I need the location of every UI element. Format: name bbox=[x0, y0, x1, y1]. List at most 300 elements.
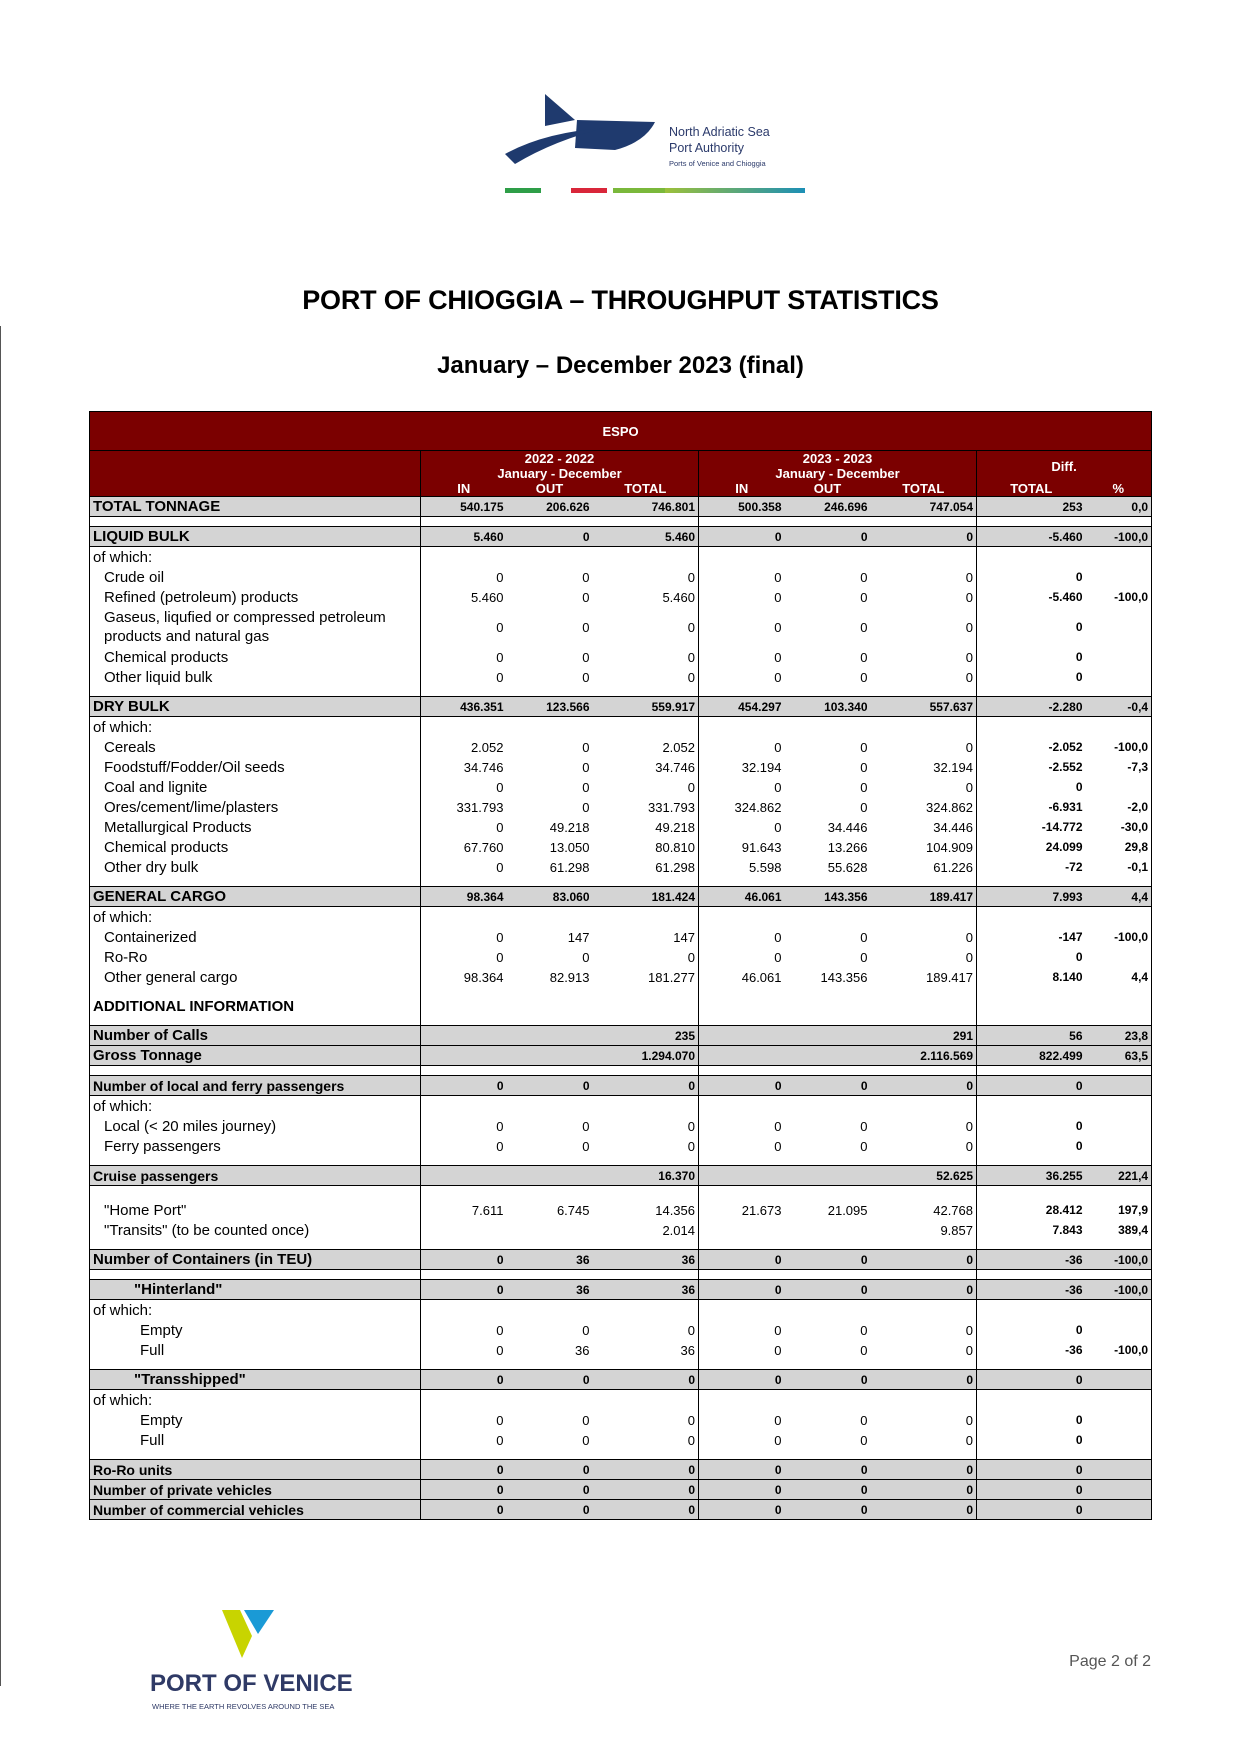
cell-in-2023: 0 bbox=[774, 649, 782, 665]
cell-diff-total: -147 bbox=[1058, 930, 1083, 944]
cell-in-2022: 0 bbox=[496, 1342, 504, 1358]
table-row-containers bbox=[90, 1250, 1152, 1270]
cell-total-2023: 0 bbox=[871, 1250, 977, 1270]
cell-in-2023: 46.061 bbox=[699, 887, 785, 907]
table-row-gc-of-which bbox=[90, 907, 1152, 928]
cell-out-2022 bbox=[507, 907, 593, 928]
cell-in-2022: 0 bbox=[496, 779, 504, 795]
cell-out-2023: 103.340 bbox=[785, 697, 871, 717]
cell-total-2023: 0 bbox=[871, 1116, 977, 1136]
cell-diff-pct bbox=[1086, 1300, 1152, 1321]
cell-out-2023 bbox=[785, 987, 871, 1026]
spacer-cell bbox=[785, 1360, 871, 1370]
spacer-cell bbox=[593, 1066, 699, 1076]
cell-in-2023 bbox=[699, 987, 785, 1026]
spacer-cell bbox=[1086, 1066, 1152, 1076]
spacer-cell bbox=[871, 517, 977, 527]
cell-in-2023: 0 bbox=[774, 1118, 782, 1134]
cell-total-2022 bbox=[593, 717, 699, 738]
cell-diff-total bbox=[977, 907, 1086, 928]
cell-total-2023: 0 bbox=[871, 1500, 977, 1520]
cell-in-2023: 0 bbox=[699, 1370, 785, 1390]
table-row-hl-of-which bbox=[90, 1300, 1152, 1321]
cell-total-2022: 0 bbox=[593, 567, 699, 587]
cell-in-2023 bbox=[699, 717, 785, 738]
table-row-dry-bulk bbox=[90, 697, 1152, 717]
table-row-transits bbox=[90, 1220, 1152, 1240]
spacer-cell bbox=[421, 877, 507, 887]
cell-total-2023: 0 bbox=[871, 587, 977, 607]
cell-out-2022 bbox=[507, 1300, 593, 1321]
cell-diff-pct: 197,9 bbox=[1086, 1200, 1152, 1220]
cell-in-2022: 0 bbox=[496, 649, 504, 665]
cell-in-2022 bbox=[421, 1390, 507, 1411]
cell-in-2023 bbox=[699, 547, 785, 568]
spacer-cell bbox=[785, 687, 871, 697]
cell-in-2022 bbox=[421, 547, 507, 568]
cell-diff-pct bbox=[1086, 667, 1152, 687]
row-label: Ro-Ro bbox=[90, 947, 421, 967]
cell-in-2023: 0 bbox=[774, 1412, 782, 1428]
cell-total-2022 bbox=[593, 1300, 699, 1321]
spacer-cell bbox=[699, 1186, 785, 1201]
cell-in-2023: 0 bbox=[774, 1322, 782, 1338]
cell-in-2022: 0 bbox=[421, 1250, 507, 1270]
cell-in-2023: 46.061 bbox=[741, 969, 782, 985]
spacer-cell bbox=[871, 1240, 977, 1250]
cell-in-2022: 540.175 bbox=[421, 497, 507, 517]
cell-in-2022 bbox=[421, 717, 507, 738]
cell-out-2023: 0 bbox=[860, 649, 868, 665]
cell-diff-total: 0 bbox=[977, 1076, 1086, 1096]
cell-out-2022: 0 bbox=[582, 739, 590, 755]
cell-diff-total: 0 bbox=[1075, 1139, 1083, 1153]
cell-out-2022 bbox=[507, 1096, 593, 1117]
spacer-cell bbox=[593, 1270, 699, 1280]
cell-in-2022: 98.364 bbox=[463, 969, 504, 985]
row-label: Metallurgical Products bbox=[90, 817, 421, 837]
cell-in-2022: 0 bbox=[421, 1370, 507, 1390]
footer-tagline: WHERE THE EARTH REVOLVES AROUND THE SEA bbox=[152, 1702, 335, 1711]
cell-in-2023 bbox=[699, 1096, 785, 1117]
table-row-ferry bbox=[90, 1136, 1152, 1156]
cell-diff-pct: 4,4 bbox=[1086, 967, 1152, 987]
cell-in-2023: 324.862 bbox=[734, 799, 782, 815]
cell-out-2022: 0 bbox=[582, 1138, 590, 1154]
cell-diff-pct bbox=[1086, 717, 1152, 738]
cell-in-2022 bbox=[421, 987, 507, 1026]
port-authority-logo bbox=[505, 92, 805, 202]
cell-out-2023: 0 bbox=[860, 1412, 868, 1428]
cell-diff-total: 7.843 bbox=[1052, 1223, 1083, 1237]
cell-diff-total: 0 bbox=[1075, 950, 1083, 964]
row-label: Empty bbox=[90, 1320, 421, 1340]
cell-diff-pct bbox=[1086, 1430, 1152, 1450]
cell-out-2022: 0 bbox=[582, 1412, 590, 1428]
cell-diff-total: 24.099 bbox=[1045, 840, 1083, 854]
cell-total-2023 bbox=[871, 907, 977, 928]
spacer-cell bbox=[593, 1240, 699, 1250]
table-row-metallurgical bbox=[90, 817, 1152, 837]
spacer-cell bbox=[507, 687, 593, 697]
spacer-cell bbox=[871, 1066, 977, 1076]
cell-in-2023 bbox=[699, 1026, 785, 1046]
spacer-cell bbox=[871, 1360, 977, 1370]
spacer-cell bbox=[90, 1186, 421, 1201]
cell-diff-pct: -100,0 bbox=[1086, 737, 1152, 757]
cell-diff-total: -72 bbox=[1065, 860, 1083, 874]
cell-diff-total: 28.412 bbox=[1045, 1203, 1083, 1217]
cell-out-2023 bbox=[785, 1046, 871, 1066]
cell-diff-pct: 389,4 bbox=[1086, 1220, 1152, 1240]
table-row-refined bbox=[90, 587, 1152, 607]
cell-diff-pct bbox=[1086, 647, 1152, 667]
table-row-lb-of-which bbox=[90, 547, 1152, 568]
cell-total-2023 bbox=[871, 1300, 977, 1321]
cell-in-2022: 0 bbox=[421, 1480, 507, 1500]
cell-total-2022: 331.793 bbox=[593, 797, 699, 817]
cell-in-2023: 21.673 bbox=[741, 1202, 782, 1218]
cell-out-2022: 0 bbox=[582, 1322, 590, 1338]
spacer-cell bbox=[1086, 1450, 1152, 1460]
cell-out-2023: 0 bbox=[860, 1432, 868, 1448]
cell-in-2023: 0 bbox=[774, 1432, 782, 1448]
spacer-cell bbox=[977, 1240, 1086, 1250]
cell-in-2022: 67.760 bbox=[463, 839, 504, 855]
table-row-cereals bbox=[90, 737, 1152, 757]
table-row-gaseous bbox=[90, 607, 1152, 647]
cell-out-2023: 0 bbox=[860, 619, 868, 635]
row-label: Gaseus, liqufied or compressed petroleum products and natural gas bbox=[90, 607, 421, 647]
cell-diff-total: 0 bbox=[977, 1480, 1086, 1500]
spacer-cell bbox=[699, 1360, 785, 1370]
table-row-hl-full bbox=[90, 1340, 1152, 1360]
cell-out-2022: 0 bbox=[582, 779, 590, 795]
cell-total-2023: 34.446 bbox=[871, 817, 977, 837]
cell-total-2022 bbox=[593, 987, 699, 1026]
row-label: Number of Calls bbox=[90, 1026, 421, 1046]
table-row-hinterland bbox=[90, 1280, 1152, 1300]
spacer-cell bbox=[977, 1270, 1086, 1280]
cell-out-2022: 0 bbox=[507, 1480, 593, 1500]
cell-out-2023: 13.266 bbox=[827, 839, 868, 855]
row-label: ADDITIONAL INFORMATION bbox=[90, 987, 421, 1026]
cell-diff-total: 0 bbox=[977, 1370, 1086, 1390]
cell-total-2023: 0 bbox=[871, 737, 977, 757]
row-label: Ro-Ro units bbox=[90, 1460, 421, 1480]
spacer-cell bbox=[421, 1360, 507, 1370]
spacer-cell bbox=[1086, 1186, 1152, 1201]
cell-diff-total: 0 bbox=[1075, 570, 1083, 584]
cell-out-2022: 206.626 bbox=[507, 497, 593, 517]
cell-out-2023: 0 bbox=[860, 1322, 868, 1338]
col-out-b: OUT bbox=[785, 481, 871, 497]
spacer-cell bbox=[871, 1450, 977, 1460]
spacer-cell bbox=[699, 1066, 785, 1076]
cell-out-2022: 0 bbox=[507, 527, 593, 547]
cell-total-2023 bbox=[871, 987, 977, 1026]
table-row-coal bbox=[90, 777, 1152, 797]
row-label: TOTAL TONNAGE bbox=[90, 497, 421, 517]
cell-diff-total: -2.552 bbox=[1048, 760, 1083, 774]
cell-total-2023 bbox=[871, 547, 977, 568]
cell-out-2023: 0 bbox=[785, 1280, 871, 1300]
cell-total-2022: 0 bbox=[593, 1320, 699, 1340]
table-row-other-dry bbox=[90, 857, 1152, 877]
cell-out-2023 bbox=[785, 1096, 871, 1117]
cell-diff-total bbox=[977, 1390, 1086, 1411]
cell-in-2022: 2.052 bbox=[470, 739, 504, 755]
spacer-cell bbox=[1086, 1270, 1152, 1280]
cell-diff-pct bbox=[1086, 1480, 1152, 1500]
table-row-general-cargo bbox=[90, 887, 1152, 907]
cell-in-2023: 0 bbox=[774, 779, 782, 795]
cell-diff-pct: 63,5 bbox=[1086, 1046, 1152, 1066]
cell-diff-total: 36.255 bbox=[977, 1166, 1086, 1186]
row-label: Other general cargo bbox=[90, 967, 421, 987]
row-label: of which: bbox=[90, 547, 421, 568]
cell-diff-pct: -0,4 bbox=[1086, 697, 1152, 717]
cell-total-2022 bbox=[593, 547, 699, 568]
cell-in-2023: 0 bbox=[774, 669, 782, 685]
cell-diff-total: 0 bbox=[1075, 780, 1083, 794]
cell-out-2023 bbox=[785, 547, 871, 568]
cell-in-2022: 5.460 bbox=[421, 527, 507, 547]
row-label: of which: bbox=[90, 907, 421, 928]
cell-total-2023 bbox=[871, 1096, 977, 1117]
cell-in-2022: 0 bbox=[496, 1412, 504, 1428]
cell-in-2023 bbox=[699, 1300, 785, 1321]
cell-out-2022: 36 bbox=[507, 1280, 593, 1300]
cell-diff-pct: 4,4 bbox=[1086, 887, 1152, 907]
cell-diff-pct bbox=[1086, 1320, 1152, 1340]
cell-diff-total: 0 bbox=[977, 1500, 1086, 1520]
cell-total-2022: 5.460 bbox=[593, 527, 699, 547]
row-label: Cruise passengers bbox=[90, 1166, 421, 1186]
cell-out-2023: 0 bbox=[860, 759, 868, 775]
cell-total-2022: 0 bbox=[593, 647, 699, 667]
row-label: Number of commercial vehicles bbox=[90, 1500, 421, 1520]
cell-out-2023 bbox=[785, 717, 871, 738]
spacer-cell bbox=[871, 1270, 977, 1280]
spacer-cell bbox=[1086, 517, 1152, 527]
cell-out-2022: 6.745 bbox=[556, 1202, 590, 1218]
cell-out-2023: 0 bbox=[785, 1370, 871, 1390]
table-row-calls bbox=[90, 1026, 1152, 1046]
cell-in-2023: 32.194 bbox=[741, 759, 782, 775]
cell-out-2022: 13.050 bbox=[549, 839, 590, 855]
spacer-cell bbox=[90, 687, 421, 697]
cell-total-2022: 2.014 bbox=[593, 1220, 699, 1240]
cell-in-2022: 0 bbox=[496, 1118, 504, 1134]
cell-in-2022: 331.793 bbox=[456, 799, 504, 815]
cell-total-2022: 0 bbox=[593, 1370, 699, 1390]
cell-out-2022: 61.298 bbox=[549, 859, 590, 875]
spacer-cell bbox=[421, 1240, 507, 1250]
period-a-years: 2022 - 2022 bbox=[421, 451, 699, 467]
cell-in-2022: 7.611 bbox=[471, 1202, 504, 1218]
diff-header: Diff. bbox=[977, 451, 1152, 482]
row-label: Local (< 20 miles journey) bbox=[90, 1116, 421, 1136]
cell-out-2023 bbox=[785, 1026, 871, 1046]
cell-diff-total: 0 bbox=[1075, 1433, 1083, 1447]
cell-in-2023: 0 bbox=[774, 569, 782, 585]
cell-in-2022: 0 bbox=[421, 1500, 507, 1520]
spacer-cell bbox=[1086, 1156, 1152, 1166]
cell-diff-pct bbox=[1086, 1460, 1152, 1480]
spacer-cell bbox=[977, 1156, 1086, 1166]
cell-diff-pct: -100,0 bbox=[1086, 1280, 1152, 1300]
cell-total-2023: 0 bbox=[871, 607, 977, 647]
cell-total-2022: 0 bbox=[593, 1076, 699, 1096]
cell-total-2022: 0 bbox=[593, 1430, 699, 1450]
cell-total-2022: 0 bbox=[593, 1410, 699, 1430]
spacer-cell bbox=[1086, 1360, 1152, 1370]
page-title: PORT OF CHIOGGIA – THROUGHPUT STATISTICS bbox=[302, 285, 939, 315]
cell-in-2023: 0 bbox=[774, 739, 782, 755]
cell-total-2022: 147 bbox=[593, 927, 699, 947]
cell-in-2022: 436.351 bbox=[421, 697, 507, 717]
cell-total-2022: 0 bbox=[593, 1500, 699, 1520]
col-diff-total: TOTAL bbox=[977, 481, 1086, 497]
cell-diff-pct: -7,3 bbox=[1086, 757, 1152, 777]
table-row-roro-units bbox=[90, 1460, 1152, 1480]
cell-total-2023: 557.637 bbox=[871, 697, 977, 717]
table-row-cruise bbox=[90, 1166, 1152, 1186]
table-row-commercial-vehicles bbox=[90, 1500, 1152, 1520]
cell-total-2022: 181.277 bbox=[593, 967, 699, 987]
col-in-b: IN bbox=[699, 481, 785, 497]
row-label: Ores/cement/lime/plasters bbox=[90, 797, 421, 817]
row-label: Gross Tonnage bbox=[90, 1046, 421, 1066]
table-row-hl-empty bbox=[90, 1320, 1152, 1340]
cell-diff-pct: -100,0 bbox=[1086, 1340, 1152, 1360]
table-row-additional bbox=[90, 987, 1152, 1026]
cell-out-2022: 36 bbox=[575, 1342, 590, 1358]
cell-out-2022: 0 bbox=[582, 1432, 590, 1448]
cell-out-2022: 82.913 bbox=[549, 969, 590, 985]
cell-out-2023 bbox=[785, 1300, 871, 1321]
cell-total-2023: 189.417 bbox=[871, 887, 977, 907]
cell-in-2023 bbox=[699, 1166, 785, 1186]
cell-out-2023: 0 bbox=[860, 739, 868, 755]
spacer-cell bbox=[977, 1360, 1086, 1370]
cell-in-2022: 0 bbox=[496, 1432, 504, 1448]
row-label: Containerized bbox=[90, 927, 421, 947]
cell-in-2023: 0 bbox=[774, 929, 782, 945]
port-of-venice-logo bbox=[150, 1610, 370, 1720]
cell-total-2022: 0 bbox=[593, 1460, 699, 1480]
cell-in-2022: 0 bbox=[421, 1460, 507, 1480]
cell-diff-pct: 29,8 bbox=[1086, 837, 1152, 857]
cell-in-2023: 0 bbox=[774, 1138, 782, 1154]
spacer-cell bbox=[593, 877, 699, 887]
cell-in-2022 bbox=[421, 1300, 507, 1321]
cell-out-2023 bbox=[785, 1390, 871, 1411]
cell-out-2022: 123.566 bbox=[507, 697, 593, 717]
cell-out-2023: 0 bbox=[785, 1250, 871, 1270]
cell-diff-total: 0 bbox=[1075, 650, 1083, 664]
cell-total-2022 bbox=[593, 907, 699, 928]
col-diff-pct: % bbox=[1086, 481, 1152, 497]
cell-in-2023: 0 bbox=[699, 1076, 785, 1096]
cell-out-2022 bbox=[507, 1220, 593, 1240]
cell-total-2023: 9.857 bbox=[871, 1220, 977, 1240]
cell-out-2023 bbox=[785, 907, 871, 928]
cell-out-2023: 0 bbox=[860, 949, 868, 965]
cell-total-2023: 0 bbox=[871, 927, 977, 947]
spacer-cell bbox=[785, 1270, 871, 1280]
cell-in-2023 bbox=[699, 1046, 785, 1066]
cell-out-2022 bbox=[507, 1390, 593, 1411]
cell-total-2023: 0 bbox=[871, 947, 977, 967]
cell-in-2022: 0 bbox=[496, 569, 504, 585]
cell-in-2023: 0 bbox=[699, 1480, 785, 1500]
table-row-private-vehicles bbox=[90, 1480, 1152, 1500]
table-row-chem-liquid bbox=[90, 647, 1152, 667]
spacer-cell bbox=[90, 1270, 421, 1280]
cell-out-2022: 0 bbox=[582, 799, 590, 815]
cell-in-2022: 0 bbox=[496, 669, 504, 685]
cell-diff-total: 56 bbox=[977, 1026, 1086, 1046]
cell-out-2023: 0 bbox=[860, 589, 868, 605]
cell-diff-total: -36 bbox=[1065, 1343, 1083, 1357]
table-row-db-of-which bbox=[90, 717, 1152, 738]
row-label: Cereals bbox=[90, 737, 421, 757]
cell-diff-pct bbox=[1086, 777, 1152, 797]
cell-diff-pct: -100,0 bbox=[1086, 1250, 1152, 1270]
cell-in-2023: 500.358 bbox=[699, 497, 785, 517]
cell-in-2023: 0 bbox=[774, 589, 782, 605]
cell-diff-pct bbox=[1086, 607, 1152, 647]
cell-diff-pct bbox=[1086, 1410, 1152, 1430]
cell-diff-pct bbox=[1086, 1096, 1152, 1117]
cell-in-2023: 91.643 bbox=[741, 839, 782, 855]
cell-in-2023: 0 bbox=[699, 1460, 785, 1480]
cell-in-2023 bbox=[699, 1220, 785, 1240]
footer-brand: PORT OF VENICE bbox=[150, 1670, 353, 1697]
spacer-cell bbox=[785, 1156, 871, 1166]
cell-in-2022 bbox=[421, 1220, 507, 1240]
row-label: Empty bbox=[90, 1410, 421, 1430]
cell-in-2022: 0 bbox=[496, 949, 504, 965]
spacer-cell bbox=[507, 1360, 593, 1370]
spacer-cell bbox=[871, 687, 977, 697]
cell-in-2022 bbox=[421, 1166, 507, 1186]
ship-sail-icon bbox=[505, 92, 665, 202]
spacer-cell bbox=[507, 1270, 593, 1280]
cell-out-2022: 83.060 bbox=[507, 887, 593, 907]
col-in-a: IN bbox=[421, 481, 507, 497]
row-label: Chemical products bbox=[90, 647, 421, 667]
row-label: Foodstuff/Fodder/Oil seeds bbox=[90, 757, 421, 777]
cell-out-2022: 0 bbox=[507, 1460, 593, 1480]
cell-total-2023: 0 bbox=[871, 1136, 977, 1156]
row-label: LIQUID BULK bbox=[90, 527, 421, 547]
spacer-cell bbox=[1086, 687, 1152, 697]
table-row-foodstuff bbox=[90, 757, 1152, 777]
cell-diff-pct bbox=[1086, 1076, 1152, 1096]
cell-total-2022: 16.370 bbox=[593, 1166, 699, 1186]
cell-diff-total: 253 bbox=[977, 497, 1086, 517]
spacer-cell bbox=[593, 1360, 699, 1370]
row-label: Full bbox=[90, 1340, 421, 1360]
cell-in-2022: 0 bbox=[496, 929, 504, 945]
row-label: Full bbox=[90, 1430, 421, 1450]
spacer-cell bbox=[507, 1066, 593, 1076]
cell-in-2023: 0 bbox=[774, 619, 782, 635]
spacer-cell bbox=[421, 1450, 507, 1460]
